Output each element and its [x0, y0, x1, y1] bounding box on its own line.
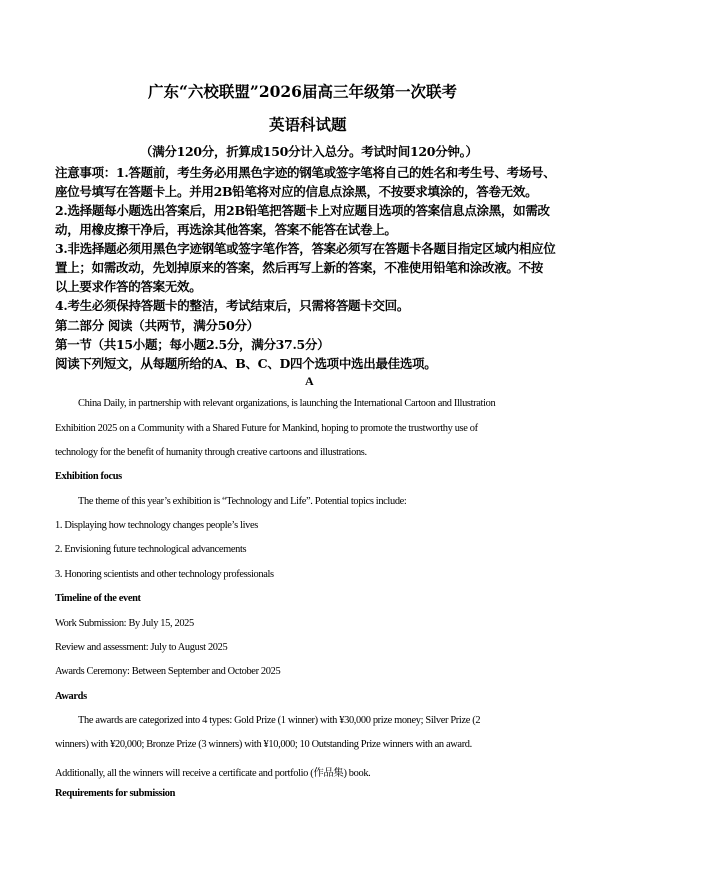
timeline-heading: Timeline of the event — [55, 593, 141, 604]
awards-text: The awards are categorized into 4 types: Gold Prize (1 winner) with ¥30,000 prize money; Silver Prize (2 — [78, 715, 481, 726]
passage-text: technology for the benefit of humanity through creative cartoons and illustrations. — [55, 447, 367, 458]
instruction-line: 动，用橡皮擦干净后，再选涂其他答案，答案不能答在试卷上。 — [55, 222, 397, 237]
topic-item: 2. Envisioning future technological advancements — [55, 544, 247, 555]
score-note: （满分120分，折算成150分计入总分。考试时间120分钟。） — [140, 144, 478, 159]
instruction-line: 2.选择题每小题选出答案后，用2B铅笔把答题卡上对应题目选项的答案信息点涂黑，如需改 — [55, 203, 550, 218]
instruction-line: 以上要求作答的答案无效。 — [55, 279, 202, 294]
topic-item: 1. Displaying how technology changes people’s lives — [55, 520, 258, 531]
instruction-line: 4.考生必须保持答题卡的整洁，考试结束后，只需将答题卡交回。 — [55, 298, 410, 313]
timeline-item: Work Submission: By July 15, 2025 — [55, 618, 194, 629]
instruction-line: 座位号填写在答题卡上。并用2B铅笔将对应的信息点涂黑，不按要求填涂的，答卷无效。 — [55, 184, 538, 199]
exam-title: 广东“六校联盟”2026届高三年级第一次联考 — [148, 82, 457, 101]
instruction-line: 置上；如需改动，先划掉原来的答案，然后再写上新的答案，不准使用铅笔和涂改液。不按 — [55, 260, 544, 275]
focus-heading: Exhibition focus — [55, 471, 122, 482]
reading-directions: 阅读下列短文，从每题所给的A、B、C、D四个选项中选出最佳选项。 — [55, 356, 437, 371]
requirements-heading: Requirements for submission — [55, 788, 176, 799]
subsection-heading: 第一节（共15小题；每小题2.5分，满分37.5分） — [55, 337, 330, 352]
timeline-item: Review and assessment: July to August 2025 — [55, 642, 228, 653]
passage-text: Exhibition 2025 on a Community with a Shared Future for Mankind, hoping to promote the trustworthy use of — [55, 423, 478, 434]
topic-item: 3. Honoring scientists and other technology professionals — [55, 569, 274, 580]
instruction-line: 3.非选择题必须用黑色字迹钢笔或签字笔作答，答案必须写在答题卡各题目指定区域内相应位 — [55, 241, 556, 256]
awards-text: winners) with ¥20,000; Bronze Prize (3 winners) with ¥10,000; 10 Outstanding Prize winners with an award. — [55, 739, 472, 750]
section-heading: 第二部分 阅读（共两节，满分50分） — [55, 318, 259, 333]
instruction-line: 注意事项：1.答题前，考生务必用黑色字迹的钢笔或签字笔将自己的姓名和考生号、考场号、 — [55, 165, 556, 180]
passage-label: A — [305, 374, 314, 388]
passage-text: China Daily, in partnership with relevant organizations, is launching the International Cartoon and Illustration — [78, 398, 496, 409]
awards-text: Additionally, all the winners will receive a certificate and portfolio (作品集) book. — [55, 768, 371, 779]
timeline-item: Awards Ceremony: Between September and October 2025 — [55, 666, 281, 677]
exam-subject: 英语科试题 — [269, 115, 347, 134]
awards-heading: Awards — [55, 691, 87, 702]
focus-intro: The theme of this year’s exhibition is “Technology and Life”. Potential topics include: — [78, 496, 407, 507]
